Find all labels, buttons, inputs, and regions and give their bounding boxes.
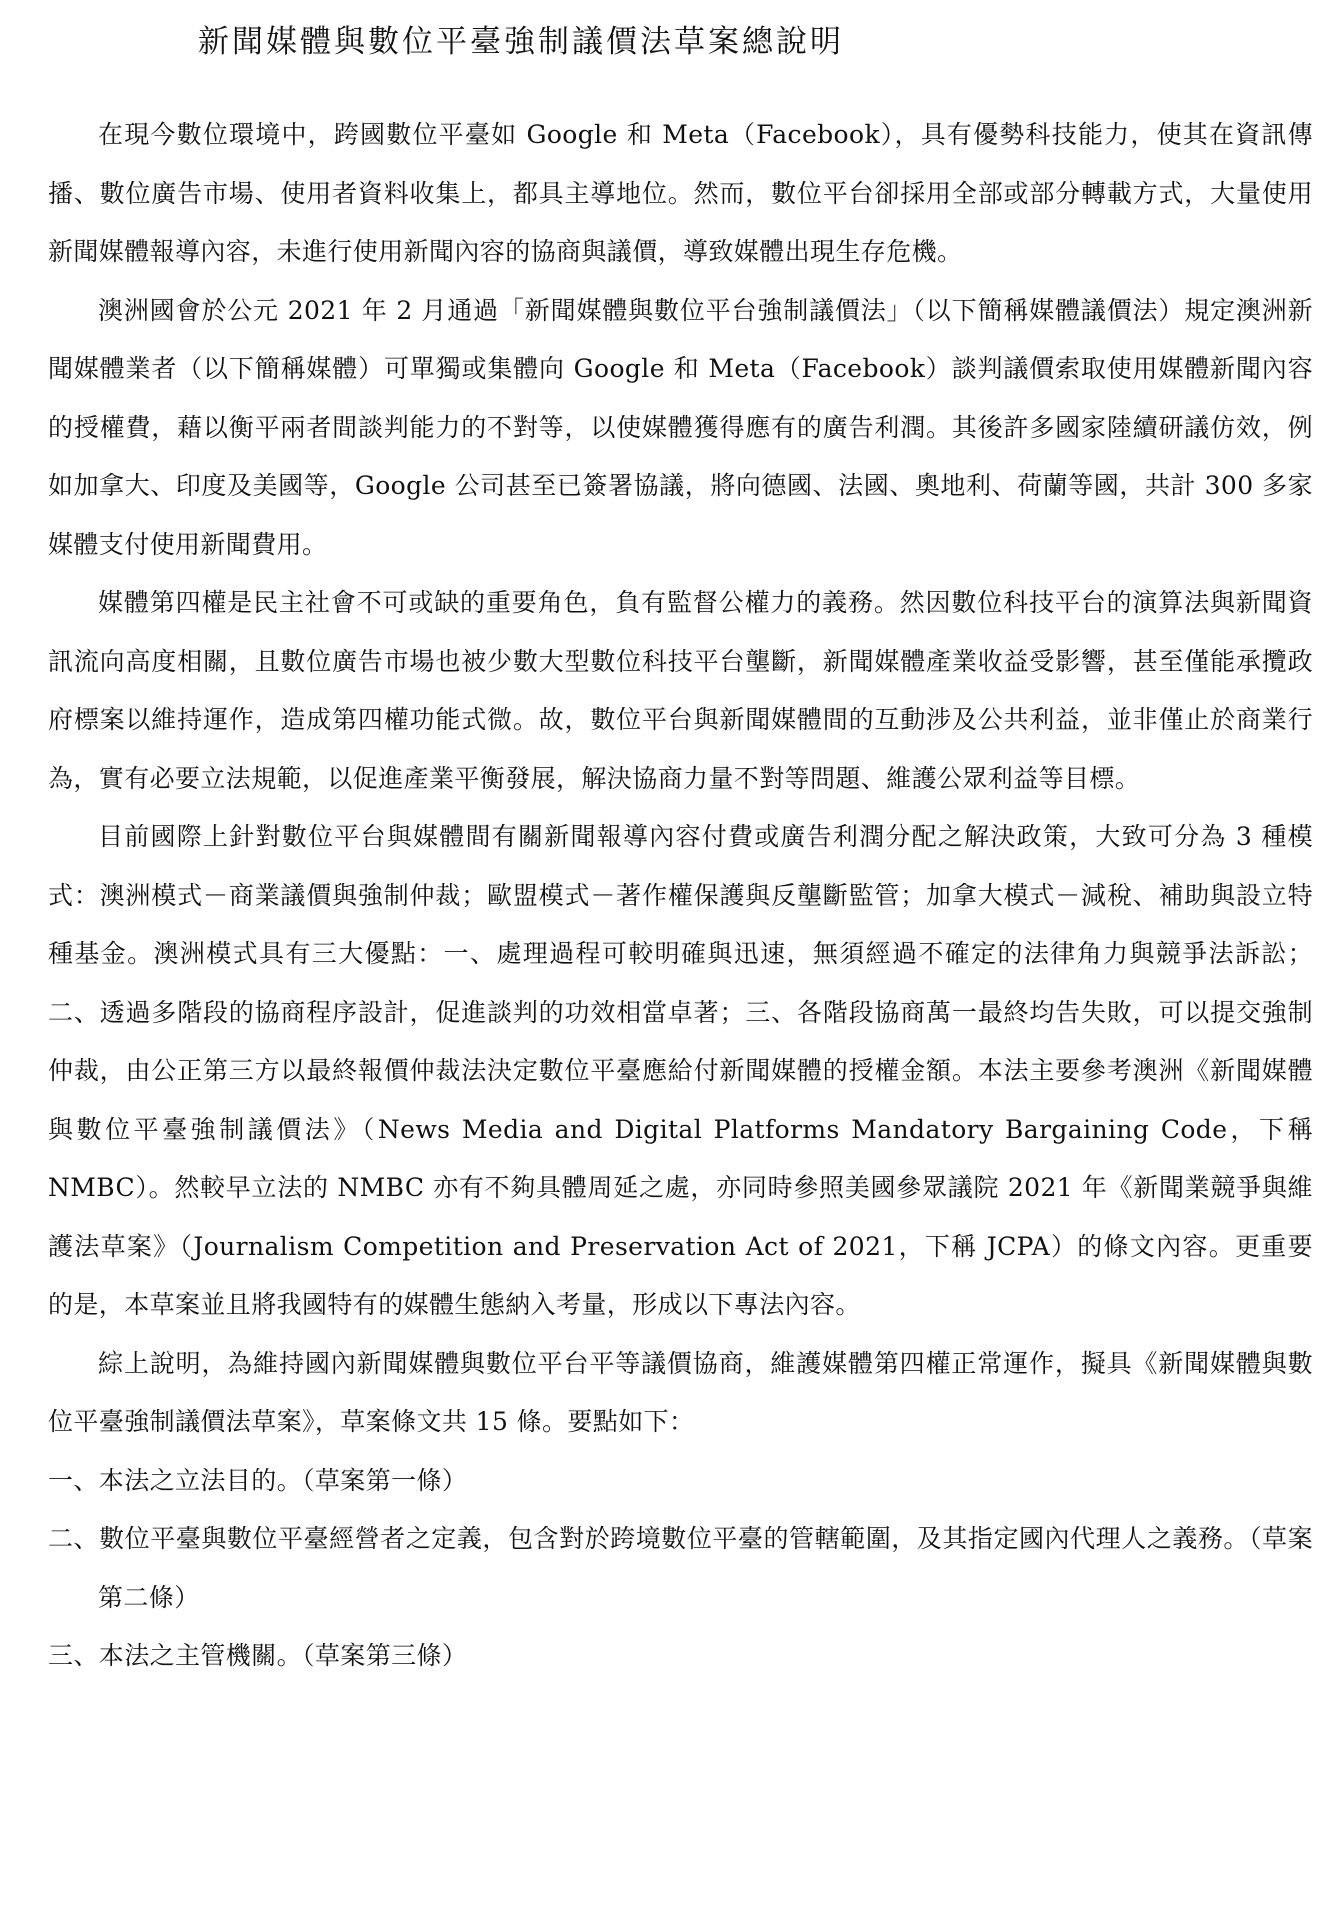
paragraph-fourth-estate: 媒體第四權是民主社會不可或缺的重要角色，負有監督公權力的義務。然因數位科技平台的演算法與新聞資訊流向高度相關，且數位廣告市場也被少數大型數位科技平台壟斷，新聞媒體產業收益受影響，甚至僅能承攬政府標案以維持運作，造成第四權功能式微。故，數位平台與新聞媒體間的互動涉及公共利益，並非僅止於商業行為，實有必要立法規範，以促進產業平衡發展，解決協商力量不對等問題、維護公眾利益等目標。 xyxy=(48,588,1313,793)
paragraph-summary: 綜上說明，為維持國內新聞媒體與數位平台平等議價協商，維護媒體第四權正常運作，擬具《新聞媒體與數位平臺強制議價法草案》，草案條文共 15 條。要點如下： xyxy=(48,1348,1313,1436)
document-page xyxy=(48,0,1313,1909)
list-item-authority: 三、本法之主管機關。（草案第三條） xyxy=(48,1641,468,1670)
document-body xyxy=(48,106,1313,1686)
paragraph-australia-law: 澳洲國會於公元 2021 年 2 月通過「新聞媒體與數位平台強制議價法」（以下簡稱媒體議價法）規定澳洲新聞媒體業者（以下簡稱媒體）可單獨或集體向 Google 和 Meta（Facebook）談判議價索取使用媒體新聞內容的授權費，藉以衡平兩者間談判能力的不對等，以使媒體獲得應有的廣告利潤。其後許多國家陸續研議仿效，例如加拿大、印度及美國等，Google 公司甚至已簽署協議，將向德國、法國、奧地利、荷蘭等國，共計 300 多家媒體支付使用新聞費用。 xyxy=(48,295,1313,559)
list-item-purpose: 一、本法之立法目的。（草案第一條） xyxy=(48,1465,468,1495)
document-title: 新聞媒體與數位平臺強制議價法草案總說明 xyxy=(198,24,844,60)
list-item-definitions: 二、數位平臺與數位平臺經營者之定義，包含對於跨境數位平臺的管轄範圍，及其指定國內代理人之義務。（草案第二條） xyxy=(48,1524,1313,1612)
paragraph-background: 在現今數位環境中，跨國數位平臺如 Google 和 Meta（Facebook），具有優勢科技能力，使其在資訊傳播、數位廣告市場、使用者資料收集上，都具主導地位。然而，數位平台卻採用全部或部分轉載方式，大量使用新聞媒體報導內容，未進行使用新聞內容的協商與議價，導致媒體出現生存危機。 xyxy=(48,120,1313,266)
paragraph-international-models: 目前國際上針對數位平台與媒體間有關新聞報導內容付費或廣告利潤分配之解決政策，大致可分為 3 種模式：澳洲模式－商業議價與強制仲裁；歐盟模式－著作權保護與反壟斷監管；加拿大模式－減稅、補助與設立特種基金。澳洲模式具有三大優點：一、處理過程可較明確與迅速，無須經過不確定的法律角力與競爭法訴訟；二、透過多階段的協商程序設計，促進談判的功效相當卓著；三、各階段協商萬一最終均告失敗，可以提交強制仲裁，由公正第三方以最終報價仲裁法決定數位平臺應給付新聞媒體的授權金額。本法主要參考澳洲《新聞媒體與數位平臺強制議價法》（News Media and Digital Platforms Mandatory Bargaining Code，下稱 NMBC）。然較早立法的 NMBC 亦有不夠具體周延之處，亦同時參照美國參眾議院 2021 年《新聞業競爭與維護法草案》（Journalism Competition and Preservation Act of 2021，下稱 JCPA）的條文內容。更重要的是，本草案並且將我國特有的媒體生態納入考量，形成以下專法內容。 xyxy=(48,822,1313,1319)
